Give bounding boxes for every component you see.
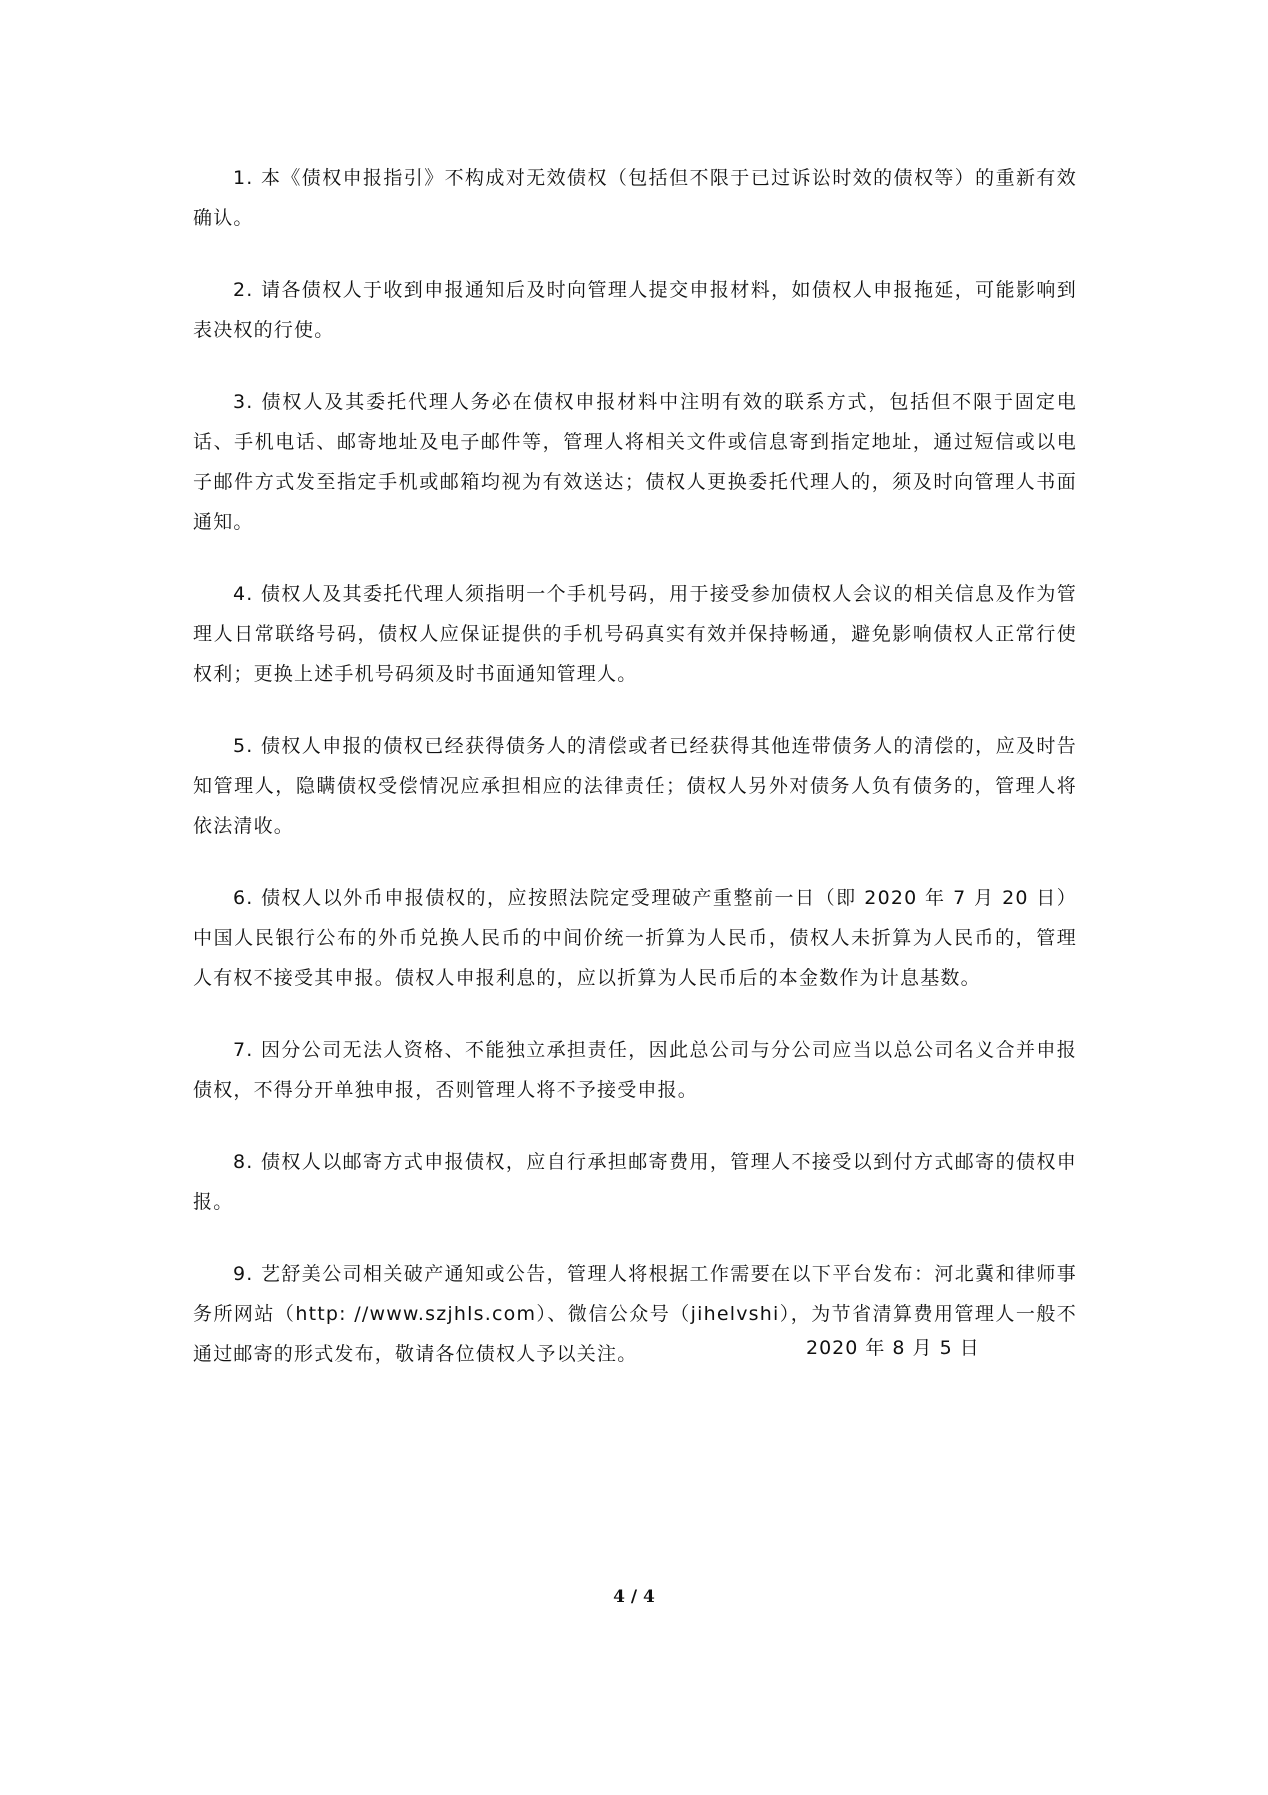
notice-body [193, 158, 1077, 1406]
notice-item-8: 8. 债权人以邮寄方式申报债权，应自行承担邮寄费用，管理人不接受以到付方式邮寄的债权申报。 [193, 1151, 1077, 1213]
notice-item-1: 1. 本《债权申报指引》不构成对无效债权（包括但不限于已过诉讼时效的债权等）的重新有效确认。 [193, 167, 1077, 229]
page-number: 4 / 4 [613, 1587, 655, 1607]
notice-item-4: 4. 债权人及其委托代理人须指明一个手机号码，用于接受参加债权人会议的相关信息及作为管理人日常联络号码，债权人应保证提供的手机号码真实有效并保持畅通，避免影响债权人正常行使权利；更换上述手机号码须及时书面通知管理人。 [193, 583, 1077, 685]
notice-item-2: 2. 请各债权人于收到申报通知后及时向管理人提交申报材料，如债权人申报拖延，可能影响到表决权的行使。 [193, 279, 1077, 341]
notice-item-9: 9. 艺舒美公司相关破产通知或公告，管理人将根据工作需要在以下平台发布：河北冀和律师事务所网站（http: //www.szjhls.com）、微信公众号（jihelvshi），为节省清算费用管理人一般不通过邮寄的形式发布，敬请各位债权人予以关注。 [193, 1263, 1077, 1365]
document-date: 2020 年 8 月 5 日 [806, 1337, 980, 1359]
notice-item-3: 3. 债权人及其委托代理人务必在债权申报材料中注明有效的联系方式，包括但不限于固定电话、手机电话、邮寄地址及电子邮件等，管理人将相关文件或信息寄到指定地址，通过短信或以电子邮件方式发至指定手机或邮箱均视为有效送达；债权人更换委托代理人的，须及时向管理人书面通知。 [193, 391, 1077, 533]
notice-item-7: 7. 因分公司无法人资格、不能独立承担责任，因此总公司与分公司应当以总公司名义合并申报债权，不得分开单独申报，否则管理人将不予接受申报。 [193, 1039, 1077, 1101]
notice-item-6: 6. 债权人以外币申报债权的，应按照法院定受理破产重整前一日（即 2020 年 7 月 20 日）中国人民银行公布的外币兑换人民币的中间价统一折算为人民币，债权人未折算为人民币的，管理人有权不接受其申报。债权人申报利息的，应以折算为人民币后的本金数作为计息基数。 [193, 887, 1077, 989]
notice-item-5: 5. 债权人申报的债权已经获得债务人的清偿或者已经获得其他连带债务人的清偿的，应及时告知管理人，隐瞒债权受偿情况应承担相应的法律责任；债权人另外对债务人负有债务的，管理人将依法清收。 [193, 735, 1077, 837]
